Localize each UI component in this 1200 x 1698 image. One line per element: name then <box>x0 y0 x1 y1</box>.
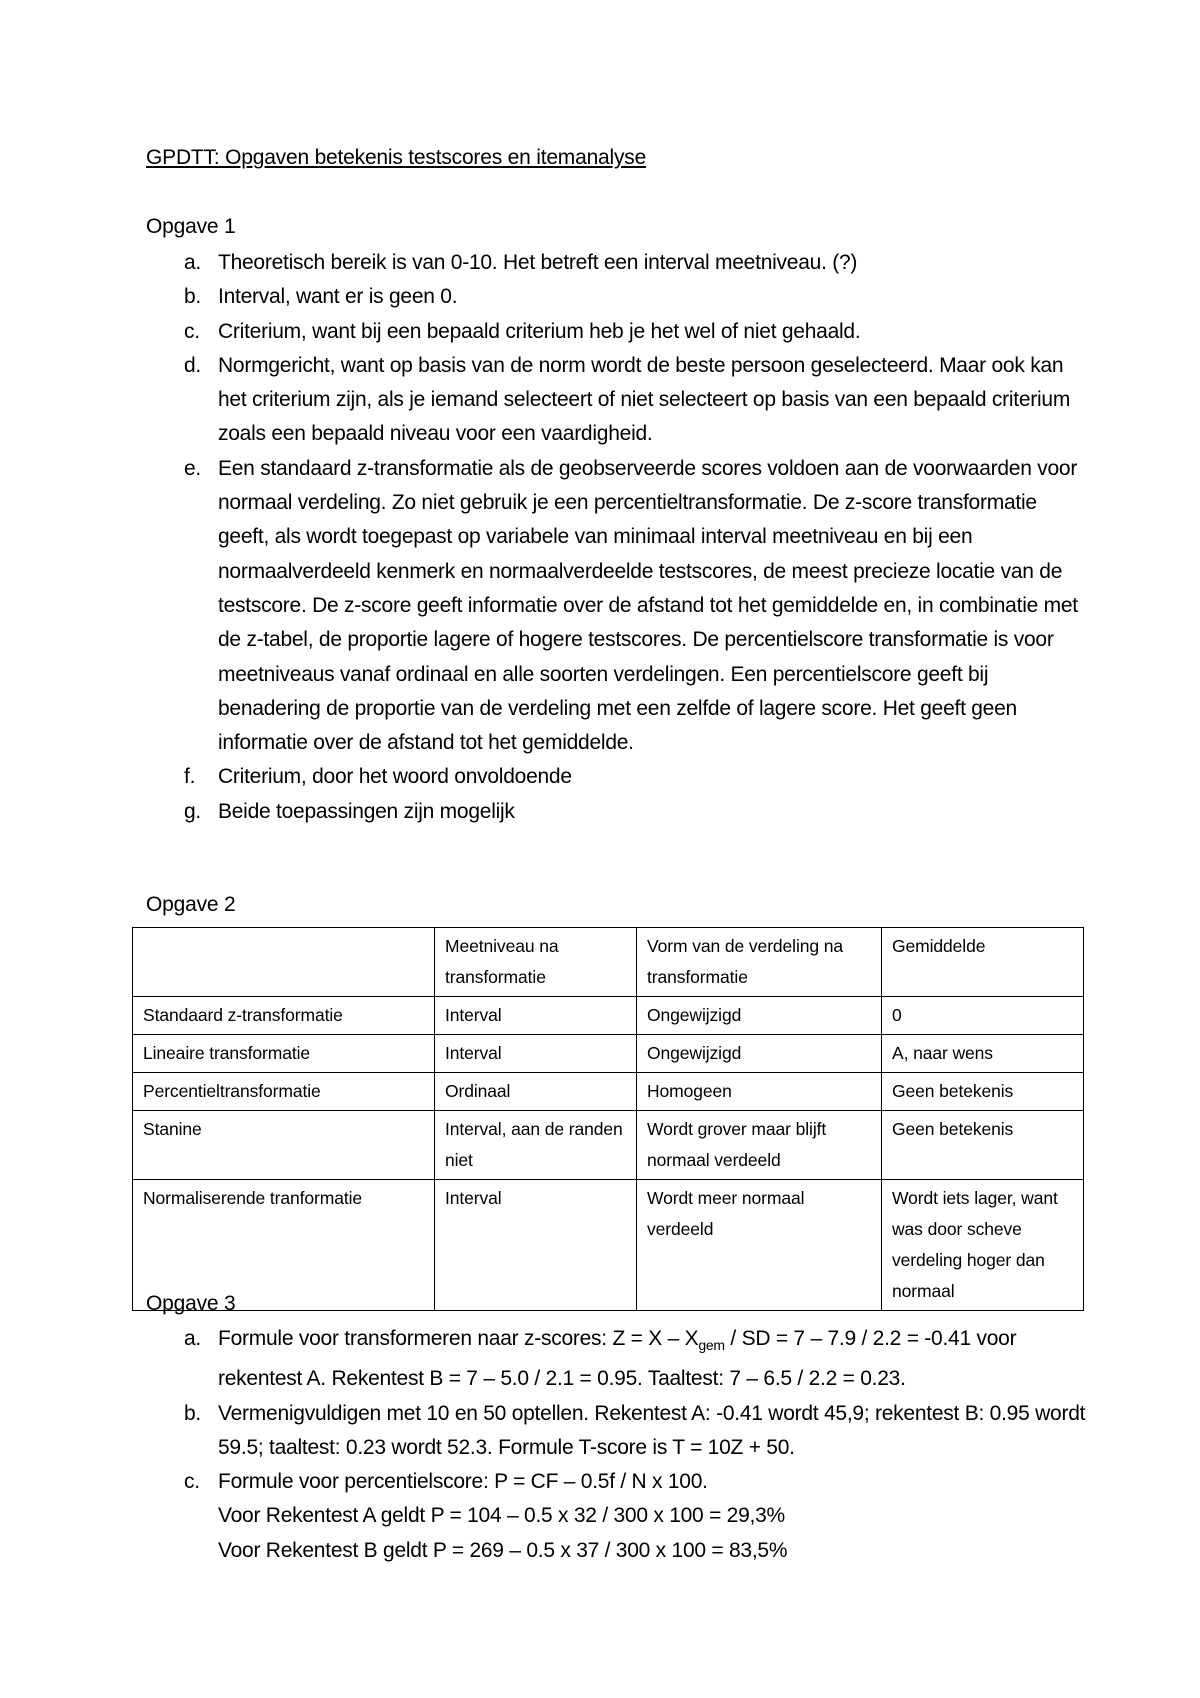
table-cell: Lineaire transformatie <box>133 1035 435 1073</box>
list-item <box>146 1322 1086 1397</box>
list-item <box>146 452 1086 761</box>
table-cell: Wordt meer normaal verdeeld <box>637 1180 882 1311</box>
item-letter: c. <box>184 319 200 343</box>
list-item <box>146 760 1086 794</box>
table-header-cell: Vorm van de verdeling na transformatie <box>637 928 882 997</box>
item-letter: b. <box>184 1401 202 1425</box>
opgave-2-heading: Opgave 2 <box>146 893 236 916</box>
list-item <box>146 795 1086 829</box>
item-letter: g. <box>184 799 202 823</box>
item-letter: b. <box>184 285 202 309</box>
table-header-cell <box>133 928 435 997</box>
table-cell: Ongewijzigd <box>637 1035 882 1073</box>
list-item <box>146 280 1086 314</box>
item-text: Criterium, door het woord onvoldoende <box>218 765 572 789</box>
list-item <box>146 315 1086 349</box>
transformation-table <box>132 927 1084 1311</box>
item-letter: d. <box>184 353 202 377</box>
item-text: Criterium, want bij een bepaald criterium heb je het wel of niet gehaald. <box>218 319 861 343</box>
formula-line: Formule voor percentielscore: P = CF – 0.5f / N x 100. <box>218 1470 708 1494</box>
table-cell: Geen betekenis <box>882 1111 1084 1180</box>
list-item <box>146 349 1086 452</box>
table-header-row <box>133 928 1084 997</box>
table-cell: A, naar wens <box>882 1035 1084 1073</box>
item-text: Theoretisch bereik is van 0-10. Het betreft een interval meetniveau. (?) <box>218 251 858 274</box>
formula-line: Voor Rekentest A geldt P = 104 – 0.5 x 32 / 300 x 100 = 29,3% <box>218 1504 785 1528</box>
list-item <box>146 246 1086 280</box>
opgave-3-heading: Opgave 3 <box>146 1292 236 1315</box>
item-text-part1: Formule voor transformeren naar z-scores: Z = X – X <box>218 1327 699 1350</box>
table-cell: Percentieltransformatie <box>133 1073 435 1111</box>
item-text: Een standaard z-transformatie als de geobserveerde scores voldoen aan de voorwaarden voor normaal verdeling. Zo niet gebruik je een percentieltransformatie. De z-score transformatie geeft, als wordt toegepast op variabele van minimaal interval meetniveau en bij een normaalverdeeld kenmerk en normaalverdeelde testscores, de meest precieze locatie van de testscore. De z-score geeft informatie over de afstand tot het gemiddelde en, in combinatie met de z-tabel, de proportie lagere of hogere testscores. De percentielscore transformatie is voor meetniveaus vanaf ordinaal en alle soorten verdelingen. Een percentielscore geeft bij benadering de proportie van de verdeling met een zelfde of lagere score. Het geeft geen informatie over de afstand tot het gemiddelde. <box>218 456 1078 755</box>
list-item <box>146 1465 1086 1568</box>
table-cell: 0 <box>882 997 1084 1035</box>
item-letter: f. <box>184 765 196 789</box>
item-text: Normgericht, want op basis van de norm wordt de beste persoon geselecteerd. Maar ook kan het criterium zijn, als je iemand selecteert of niet selecteert op basis van een bepaald criterium zoals een bepaald niveau voor een vaardigheid. <box>218 353 1071 446</box>
item-letter: e. <box>184 456 202 480</box>
table-cell: Homogeen <box>637 1073 882 1111</box>
table-cell: Geen betekenis <box>882 1073 1084 1111</box>
table-cell: Interval <box>435 1180 637 1311</box>
document-title: GPDTT: Opgaven betekenis testscores en itemanalyse <box>146 146 647 169</box>
table-row <box>133 1111 1084 1180</box>
item-text: Beide toepassingen zijn mogelijk <box>218 799 515 823</box>
table-cell: Normaliserende tranformatie <box>133 1180 435 1311</box>
table-cell: Ongewijzigd <box>637 997 882 1035</box>
table-cell: Ordinaal <box>435 1073 637 1111</box>
item-letter: a. <box>184 251 202 274</box>
table-row <box>133 997 1084 1035</box>
table-cell: Stanine <box>133 1111 435 1180</box>
table-cell: Interval <box>435 1035 637 1073</box>
item-text: Interval, want er is geen 0. <box>218 285 458 309</box>
item-letter: c. <box>184 1470 200 1494</box>
opgave-1-list <box>146 246 1086 829</box>
table-cell: Interval, aan de randen niet <box>435 1111 637 1180</box>
table-header-cell: Meetniveau na transformatie <box>435 928 637 997</box>
table-header-cell: Gemiddelde <box>882 928 1084 997</box>
opgave-1-heading: Opgave 1 <box>146 215 236 238</box>
table-row <box>133 1180 1084 1311</box>
item-letter: a. <box>184 1327 202 1350</box>
list-item <box>146 1397 1086 1466</box>
table-row <box>133 1073 1084 1111</box>
table-row <box>133 1035 1084 1073</box>
table-cell: Wordt grover maar blijft normaal verdeeld <box>637 1111 882 1180</box>
table-cell: Standaard z-transformatie <box>133 997 435 1035</box>
opgave-3-list <box>146 1322 1086 1568</box>
table-cell: Interval <box>435 997 637 1035</box>
subscript-gem: gem <box>698 1337 725 1353</box>
formula-line: Voor Rekentest B geldt P = 269 – 0.5 x 37 / 300 x 100 = 83,5% <box>218 1538 788 1562</box>
item-text-part2: / SD = 7 – 7.9 / 2.2 = -0.41 voor rekentest A. Rekentest B = 7 – 5.0 / 2.1 = 0.95. Taaltest: 7 – 6.5 / 2.2 = 0.23. <box>218 1327 1017 1391</box>
transformation-table-wrap <box>132 927 1084 1311</box>
item-text: Vermenigvuldigen met 10 en 50 optellen. Rekentest A: -0.41 wordt 45,9; rekentest B: 0.95 wordt 59.5; taaltest: 0.23 wordt 52.3. Formule T-score is T = 10Z + 50. <box>218 1401 1086 1459</box>
table-cell: Wordt iets lager, want was door scheve verdeling hoger dan normaal <box>882 1180 1084 1311</box>
